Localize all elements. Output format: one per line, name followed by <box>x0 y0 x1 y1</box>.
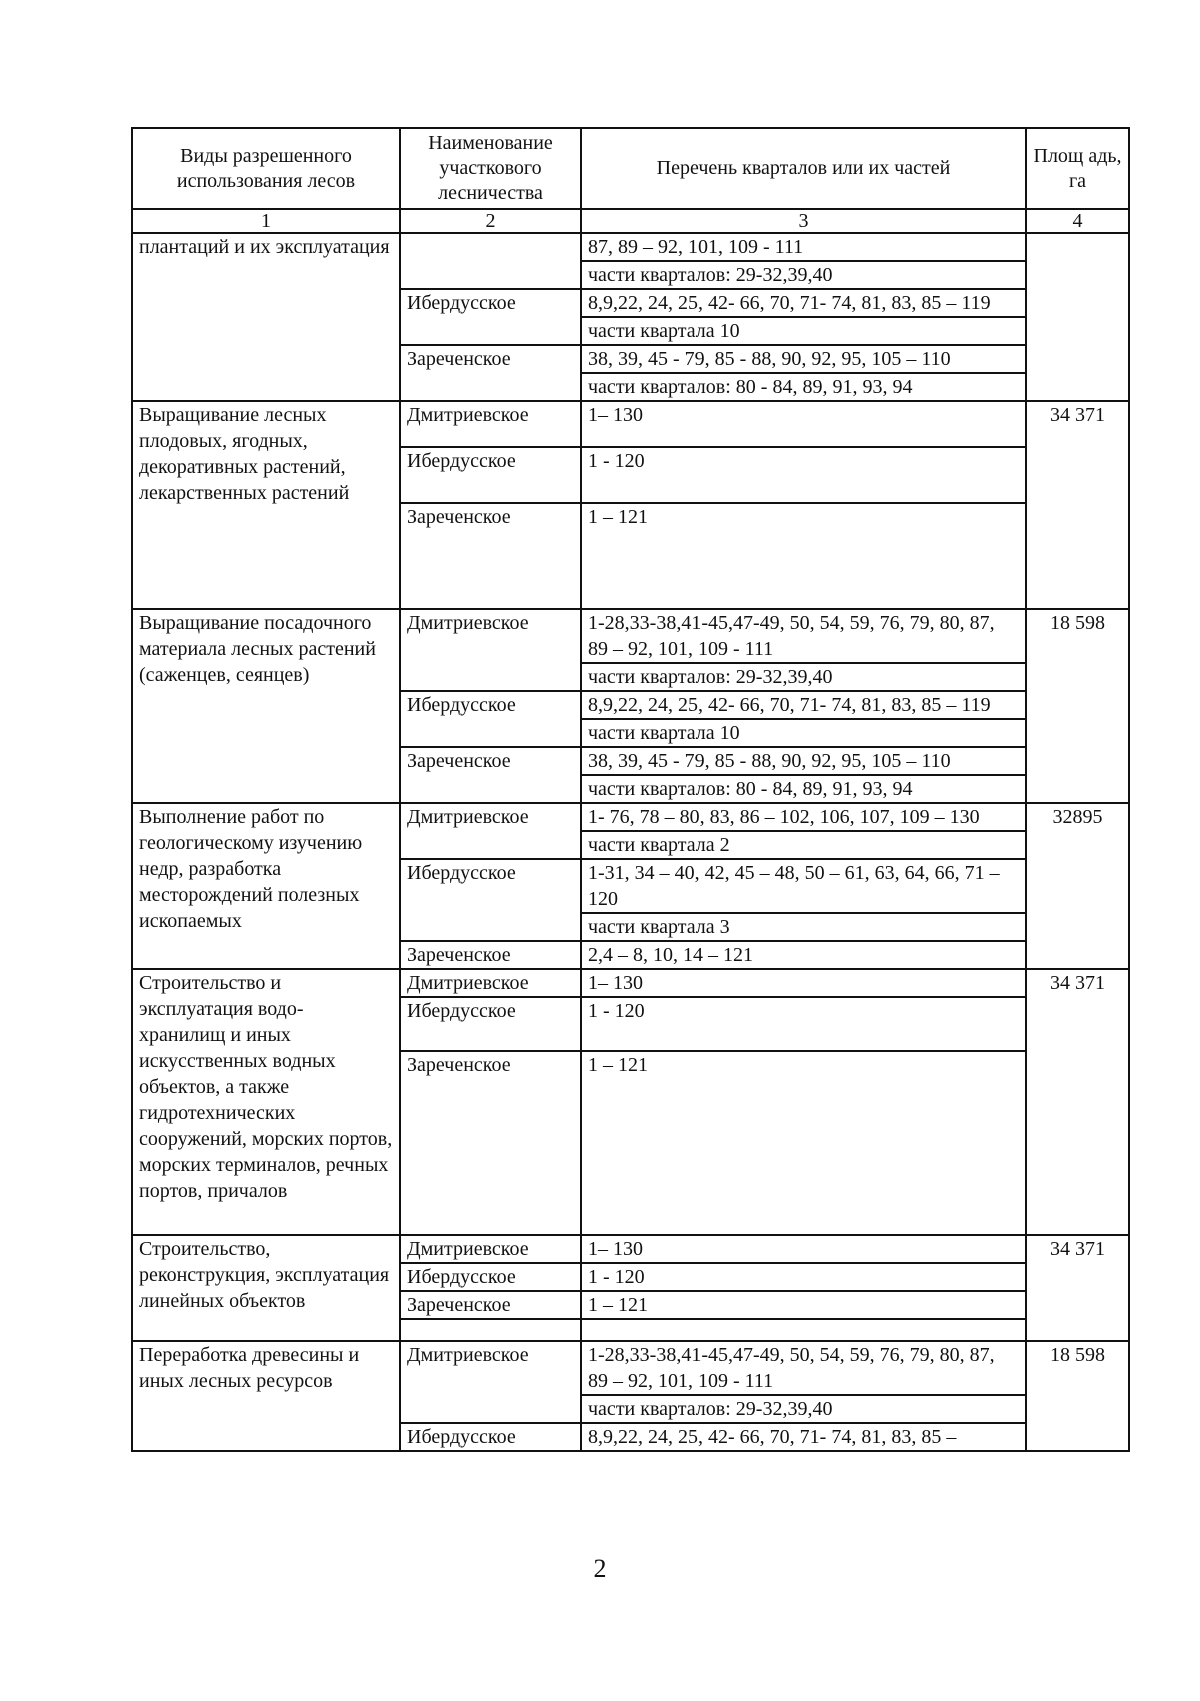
header-use-type: Виды разрешенного использования лесов <box>132 128 400 209</box>
area-cell: 32895 <box>1026 803 1129 969</box>
quarters-cell: части кварталов: 29-32,39,40 <box>581 663 1026 691</box>
header-forestry-name: Наименование участкового лесничества <box>400 128 581 209</box>
forestry-cell: Дмитриевское <box>400 1341 581 1423</box>
quarters-cell: части кварталов: 29-32,39,40 <box>581 261 1026 289</box>
forestry-cell: Ибердусское <box>400 691 581 747</box>
forestry-cell: Зареченское <box>400 1291 581 1319</box>
forestry-cell: Дмитриевское <box>400 609 581 691</box>
quarters-cell: 1-28,33-38,41-45,47-49, 50, 54, 59, 76, 79, 80, 87, 89 – 92, 101, 109 - 111 <box>581 609 1026 663</box>
forest-use-table <box>131 127 1130 1452</box>
forestry-cell: Ибердусское <box>400 859 581 941</box>
column-number: 1 <box>132 209 400 233</box>
quarters-cell: 1 - 120 <box>581 997 1026 1051</box>
table-row <box>132 969 1129 997</box>
area-cell: 18 598 <box>1026 1341 1129 1451</box>
forestry-cell: Ибердусское <box>400 997 581 1051</box>
quarters-cell: 87, 89 – 92, 101, 109 - 111 <box>581 233 1026 261</box>
forestry-cell: Дмитриевское <box>400 803 581 859</box>
area-cell <box>1026 233 1129 401</box>
column-number: 3 <box>581 209 1026 233</box>
forestry-cell: Дмитриевское <box>400 1235 581 1263</box>
forestry-cell: Ибердусское <box>400 289 581 345</box>
forestry-cell: Дмитриевское <box>400 401 581 447</box>
quarters-cell: части кварталов: 80 - 84, 89, 91, 93, 94 <box>581 373 1026 401</box>
quarters-cell: части квартала 10 <box>581 317 1026 345</box>
empty-cell <box>400 1319 581 1341</box>
quarters-cell: 1 - 120 <box>581 447 1026 503</box>
quarters-cell: 1-31, 34 – 40, 42, 45 – 48, 50 – 61, 63, 64, 66, 71 – 120 <box>581 859 1026 913</box>
forestry-cell: Зареченское <box>400 747 581 803</box>
column-number: 4 <box>1026 209 1129 233</box>
area-cell: 18 598 <box>1026 609 1129 803</box>
quarters-cell: 38, 39, 45 - 79, 85 - 88, 90, 92, 95, 105 – 110 <box>581 747 1026 775</box>
table-header-row <box>132 128 1129 209</box>
use-type-cell: Выращивание посадочного материала лесных растений (саженцев, сеянцев) <box>132 609 400 803</box>
use-type-cell: Выполнение работ по геологическому изучению недр, разработка месторождений полезных ископаемых <box>132 803 400 969</box>
table-row <box>132 609 1129 663</box>
area-cell: 34 371 <box>1026 401 1129 609</box>
quarters-cell: 8,9,22, 24, 25, 42- 66, 70, 71- 74, 81, 83, 85 – 119 <box>581 289 1026 317</box>
use-type-cell: Строительство, реконструкция, эксплуатация линейных объектов <box>132 1235 400 1341</box>
table-row <box>132 233 1129 261</box>
quarters-cell: 1- 76, 78 – 80, 83, 86 – 102, 106, 107, 109 – 130 <box>581 803 1026 831</box>
forestry-cell: Зареченское <box>400 503 581 609</box>
quarters-cell: 1 – 121 <box>581 503 1026 609</box>
column-number-row <box>132 209 1129 233</box>
table-row <box>132 1341 1129 1395</box>
forestry-cell: Зареченское <box>400 1051 581 1235</box>
use-type-cell: плантаций и их эксплуатация <box>132 233 400 401</box>
quarters-cell: 1 - 120 <box>581 1263 1026 1291</box>
area-cell: 34 371 <box>1026 969 1129 1235</box>
forestry-cell: Ибердусское <box>400 1263 581 1291</box>
quarters-cell: части кварталов: 29-32,39,40 <box>581 1395 1026 1423</box>
quarters-cell: 1 – 121 <box>581 1051 1026 1235</box>
table-row <box>132 803 1129 831</box>
quarters-cell: части квартала 2 <box>581 831 1026 859</box>
quarters-cell: части квартала 10 <box>581 719 1026 747</box>
forestry-cell: Дмитриевское <box>400 969 581 997</box>
quarters-cell: 1 – 121 <box>581 1291 1026 1319</box>
quarters-cell: части кварталов: 80 - 84, 89, 91, 93, 94 <box>581 775 1026 803</box>
quarters-cell: 8,9,22, 24, 25, 42- 66, 70, 71- 74, 81, 83, 85 – <box>581 1423 1026 1451</box>
header-quarters-list: Перечень кварталов или их частей <box>581 128 1026 209</box>
table-row <box>132 1235 1129 1263</box>
forestry-cell: Зареченское <box>400 345 581 401</box>
forestry-cell <box>400 233 581 289</box>
empty-cell <box>581 1319 1026 1341</box>
area-cell: 34 371 <box>1026 1235 1129 1341</box>
forestry-cell: Ибердусское <box>400 447 581 503</box>
use-type-cell: Выращивание лесных плодовых, ягодных, декоративных растений, лекарственных растений <box>132 401 400 609</box>
quarters-cell: 38, 39, 45 - 79, 85 - 88, 90, 92, 95, 105 – 110 <box>581 345 1026 373</box>
header-area: Площ адь, га <box>1026 128 1129 209</box>
quarters-cell: 8,9,22, 24, 25, 42- 66, 70, 71- 74, 81, 83, 85 – 119 <box>581 691 1026 719</box>
quarters-cell: части квартала 3 <box>581 913 1026 941</box>
quarters-cell: 1– 130 <box>581 969 1026 997</box>
table-row <box>132 401 1129 447</box>
column-number: 2 <box>400 209 581 233</box>
quarters-cell: 1-28,33-38,41-45,47-49, 50, 54, 59, 76, 79, 80, 87, 89 – 92, 101, 109 - 111 <box>581 1341 1026 1395</box>
forestry-cell: Ибердусское <box>400 1423 581 1451</box>
page-number: 2 <box>593 1554 607 1583</box>
quarters-cell: 1– 130 <box>581 1235 1026 1263</box>
quarters-cell: 1– 130 <box>581 401 1026 447</box>
quarters-cell: 2,4 – 8, 10, 14 – 121 <box>581 941 1026 969</box>
use-type-cell: Строительство и эксплуатация водо- хранилищ и иных искусственных водных объектов, а также гидротехнических сооружений, морских портов, морских терминалов, речных портов, причалов <box>132 969 400 1235</box>
use-type-cell: Переработка древесины и иных лесных ресурсов <box>132 1341 400 1451</box>
forestry-cell: Зареченское <box>400 941 581 969</box>
